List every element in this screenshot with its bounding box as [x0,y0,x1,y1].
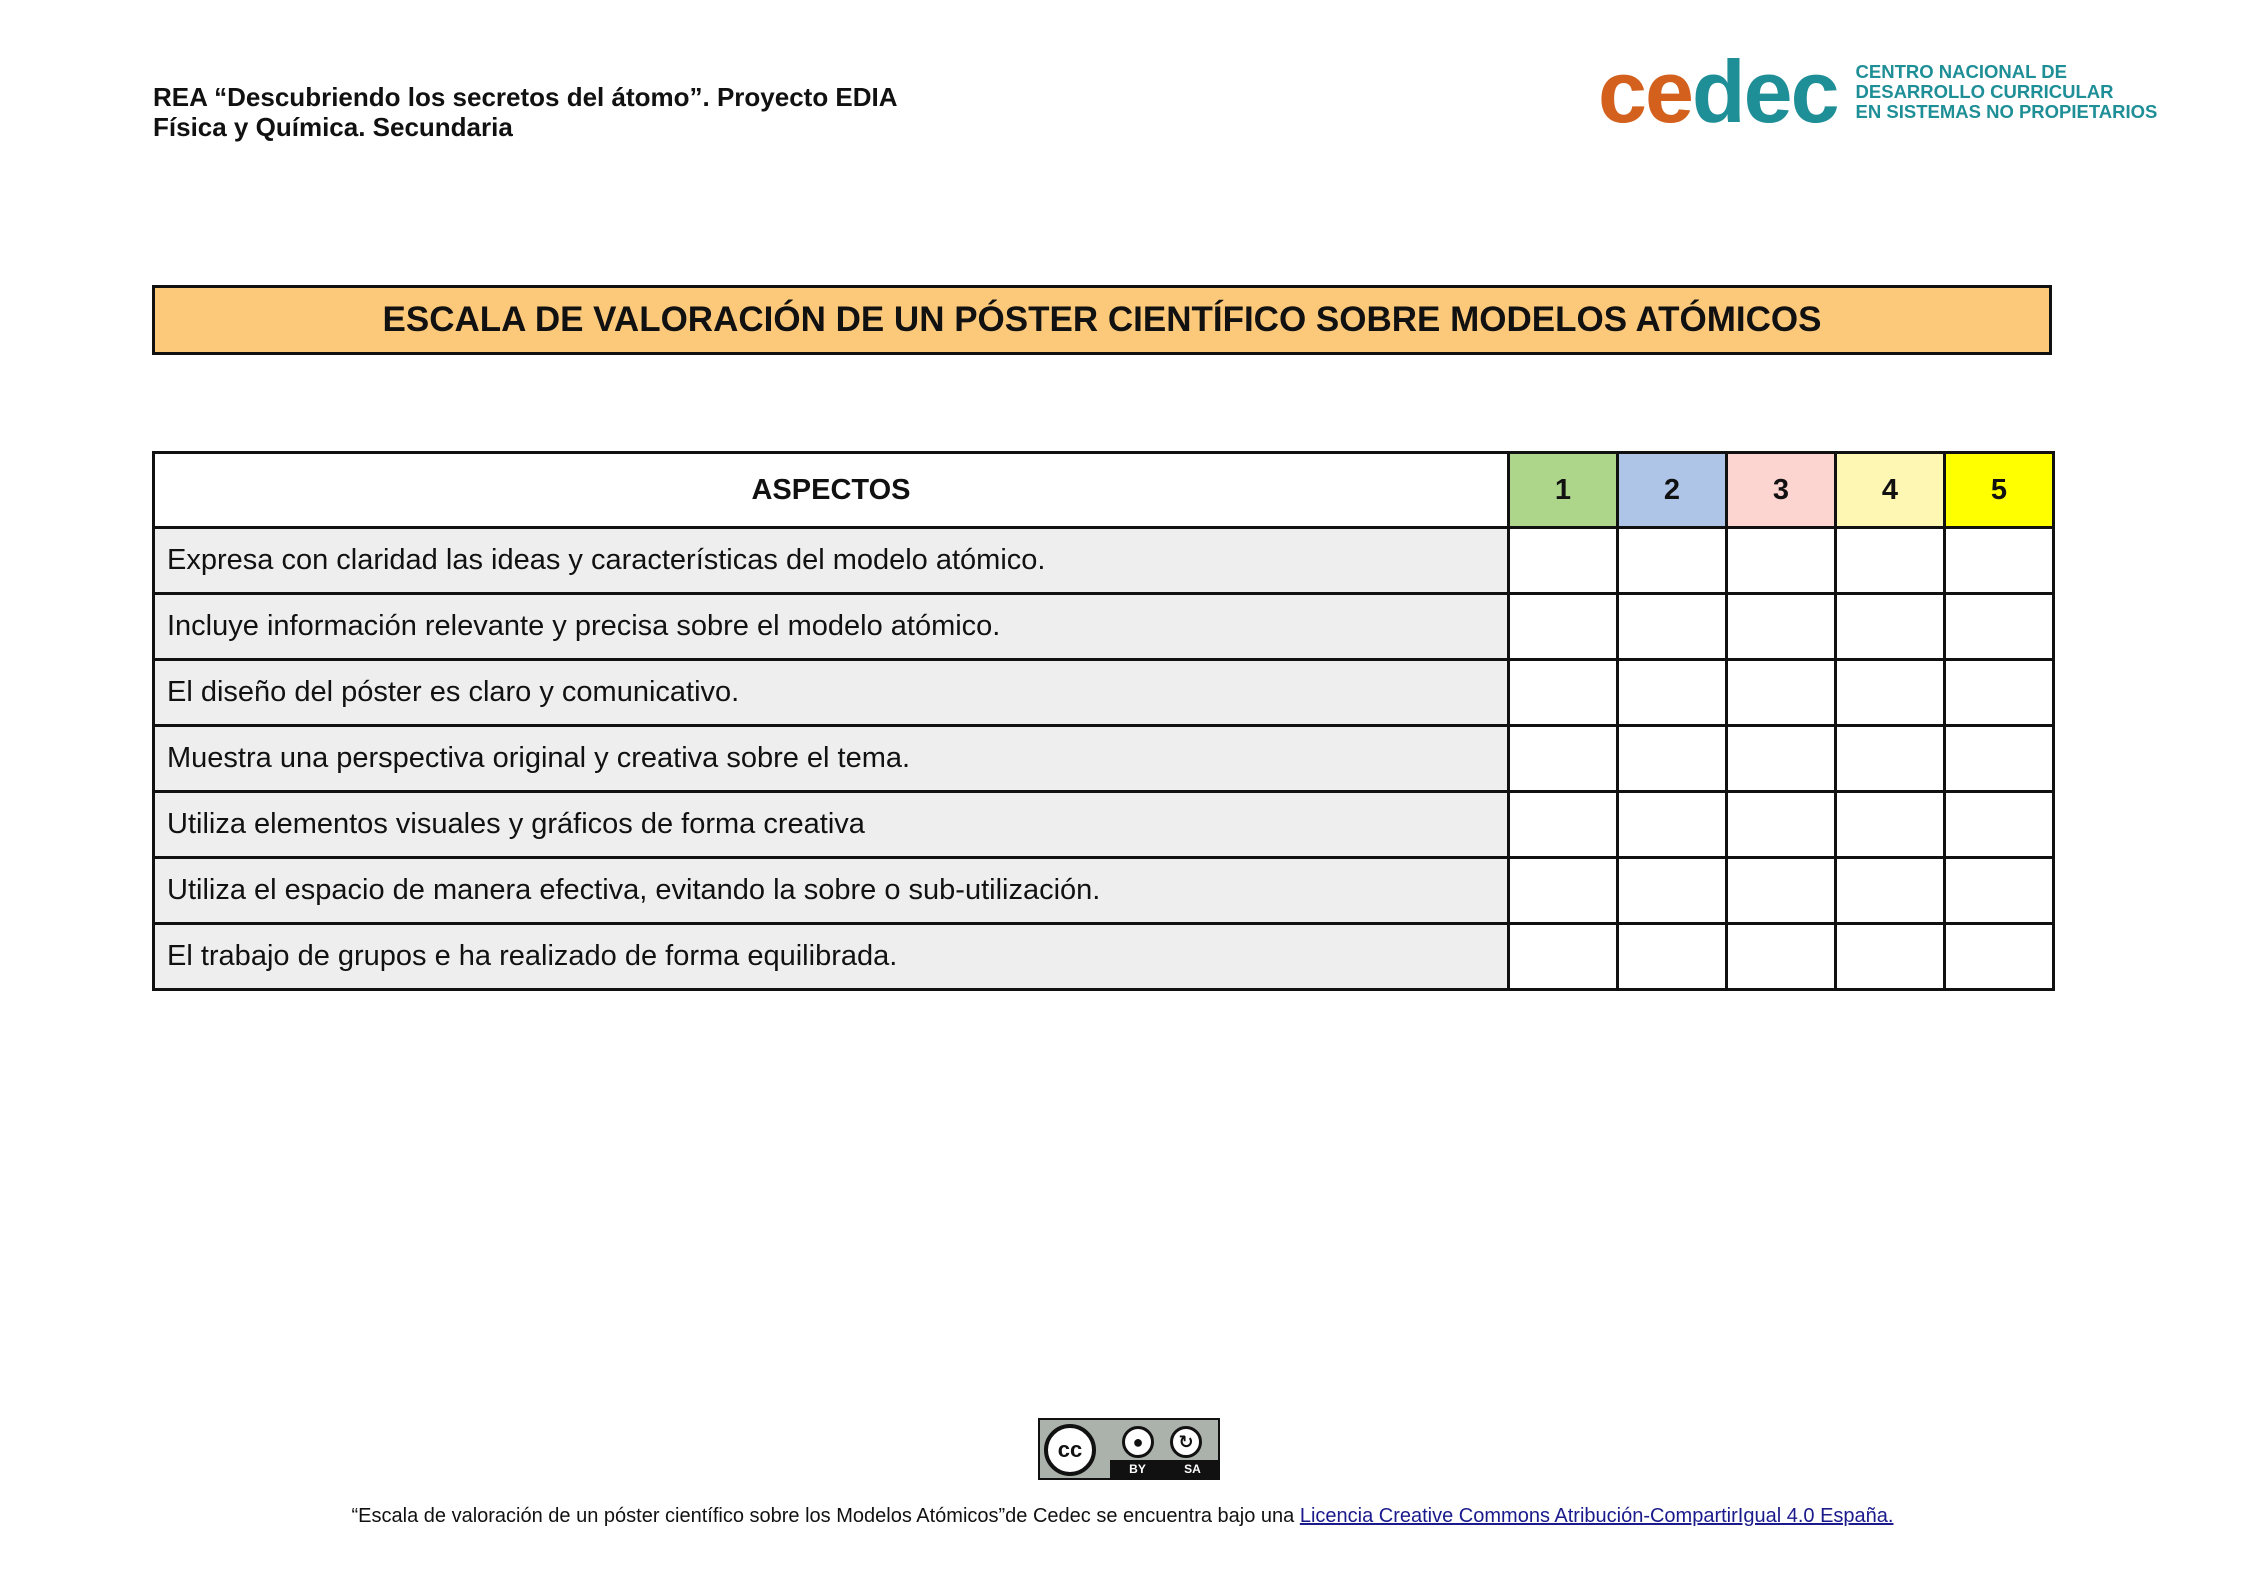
aspect-cell: Incluye información relevante y precisa sobre el modelo atómico. [154,594,1509,660]
score-cell[interactable] [1509,594,1618,660]
score-cell[interactable] [1836,528,1945,594]
score-cell[interactable] [1727,858,1836,924]
cedec-logo-word: cedec [1598,42,1838,141]
table-header-row [154,453,2054,528]
rubric-title: ESCALA DE VALORACIÓN DE UN PÓSTER CIENTÍFICO SOBRE MODELOS ATÓMICOS [152,285,2052,355]
score-cell[interactable] [1945,792,2054,858]
license-link[interactable]: Licencia Creative Commons Atribución-CompartirIgual 4.0 España. [1299,1505,1894,1527]
score-header-1: 1 [1509,453,1618,528]
cc-icon: cc [1044,1424,1096,1476]
score-cell[interactable] [1727,792,1836,858]
aspect-cell: Expresa con claridad las ideas y características del modelo atómico. [154,528,1509,594]
cedec-logo-subtitle: CENTRO NACIONAL DE DESARROLLO CURRICULAR EN SISTEMAS NO PROPIETARIOS [1855,61,2158,122]
score-cell[interactable] [1727,924,1836,990]
score-cell[interactable] [1945,660,2054,726]
score-cell[interactable] [1509,792,1618,858]
score-cell[interactable] [1509,726,1618,792]
attribution-person-icon: ● [1122,1426,1154,1458]
table-row [154,726,2054,792]
score-cell[interactable] [1727,528,1836,594]
score-cell[interactable] [1509,528,1618,594]
score-cell[interactable] [1618,858,1727,924]
score-cell[interactable] [1618,726,1727,792]
score-cell[interactable] [1509,660,1618,726]
score-cell[interactable] [1727,726,1836,792]
table-row [154,594,2054,660]
score-cell[interactable] [1618,660,1727,726]
share-alike-icon: ↻ [1170,1426,1202,1458]
score-cell[interactable] [1945,726,2054,792]
score-cell[interactable] [1836,858,1945,924]
score-cell[interactable] [1836,924,1945,990]
aspects-header: ASPECTOS [154,453,1509,528]
score-header-4: 4 [1836,453,1945,528]
table-row [154,660,2054,726]
document-header [153,82,898,142]
score-cell[interactable] [1836,726,1945,792]
license-footer [0,1505,2245,1528]
table-row [154,858,2054,924]
license-statement: “Escala de valoración de un póster científico sobre los Modelos Atómicos”de Cedec se encuentra bajo una [351,1505,1300,1527]
score-cell[interactable] [1836,792,1945,858]
score-cell[interactable] [1509,924,1618,990]
score-cell[interactable] [1836,660,1945,726]
aspect-cell: Utiliza elementos visuales y gráficos de forma creativa [154,792,1509,858]
score-cell[interactable] [1618,528,1727,594]
score-cell[interactable] [1618,594,1727,660]
rating-scale-table [152,451,2055,991]
score-cell[interactable] [1836,594,1945,660]
score-cell[interactable] [1727,660,1836,726]
score-cell[interactable] [1618,792,1727,858]
table-row [154,792,2054,858]
aspect-cell: El diseño del póster es claro y comunicativo. [154,660,1509,726]
cc-badge-label: BY SA [1110,1460,1220,1478]
score-cell[interactable] [1945,594,2054,660]
aspect-cell: El trabajo de grupos e ha realizado de forma equilibrada. [154,924,1509,990]
score-header-2: 2 [1618,453,1727,528]
table-row [154,528,2054,594]
table-row [154,924,2054,990]
score-cell[interactable] [1945,528,2054,594]
score-header-3: 3 [1727,453,1836,528]
score-cell[interactable] [1945,924,2054,990]
cc-by-sa-license-badge[interactable] [1038,1418,1220,1480]
aspect-cell: Muestra una perspectiva original y creativa sobre el tema. [154,726,1509,792]
cedec-logo [1598,42,2158,141]
score-cell[interactable] [1727,594,1836,660]
header-resource-title: REA “Descubriendo los secretos del átomo”. Proyecto EDIA [153,82,898,112]
score-header-5: 5 [1945,453,2054,528]
header-subject: Física y Química. Secundaria [153,112,513,142]
score-cell[interactable] [1945,858,2054,924]
score-cell[interactable] [1618,924,1727,990]
aspect-cell: Utiliza el espacio de manera efectiva, evitando la sobre o sub-utilización. [154,858,1509,924]
score-cell[interactable] [1509,858,1618,924]
